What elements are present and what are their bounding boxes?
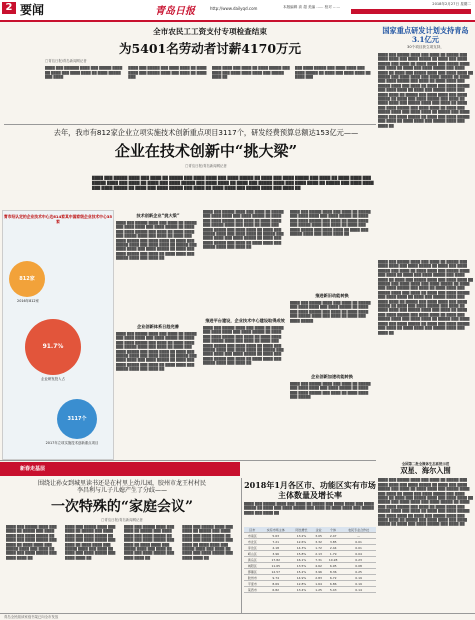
infographic-heading: 青市经认定的企业技术中心达614家其中国家级企业技术中心35家 — [3, 214, 113, 224]
infographic — [2, 210, 114, 460]
story3-column: ████ ███ █████ ████ ███ ████ ██ █████ ███ ████ ████ ███ ████ █████ ██ ████ ███ ████ █████ ███ ████ ██ ████ ████ ███ █████ ████ ███ ████ ██ ████ ███ ████ █████ ███ ████ ████ ██ — [6, 525, 57, 560]
table-cell: 13.4% — [291, 587, 312, 593]
series-ribbon-label: 新春走基层 — [20, 466, 46, 472]
table-cell: 3.96 — [312, 569, 325, 575]
story2-text: ████ ███ █████ ████ ███ ████ ██ █████ ███ ████ ████ ███ ████ █████ ██ ████ ███ ████ █████ ███ ████ ██ ████ ████ ███ █████ ████ ███ ████ ██ ████ ███ ████ █████ ███ ████ ████ ██ ████ ███ █████ ████ ███ ████ ████ ██ █████ ███ ████ ████ ███ ████ █████ ██ ████ ███ ████ █████ ███ ████ ██ ████ ████ ███ █████ ████ ███ ████ ██ — [116, 221, 197, 261]
table-cell: 6.86 — [325, 581, 341, 587]
bubble-917 — [25, 319, 81, 375]
table-cell: 12.57 — [261, 569, 291, 575]
website-url[interactable]: http://www.dailyqd.com — [210, 6, 258, 11]
table-cell: 平度市 — [244, 581, 261, 587]
research-funding-body: ████ ███ █████ ████ ███ ████ ██ █████ ███ ████ ████ ███ ████ █████ ██ ████ ███ ████ █████ ███ ████ ██ ████ ████ ███ █████ ████ ███ ████ ██ ████ ███ ████ █████ ███ ████ ████ ██ ████ ███ █████ ████ ███ ████ ████ ██ █████ ███ ████ ████ ███ ████ █████ ██ ████ ███ ████ █████ ███ ████ ██ ████ ████ ███ █████ ████ ███ ████ ██ ████ ███ ████ █████ ███ ████ ████ ██ ████ ███ █████ ████ ███ ████ ████ ██ █████ ███ ████ ████ ███ ████ █████ ██ ████ ███ ████ █████ ███ ████ ██ ████ ████ ███ █████ ████ ███ ████ ██ ████ ███ ████ █████ ███ ████ ████ ██ ████ ███ █████ ████ ███ ████ ████ ██ █████ ███ ████ ████ ███ ████ █████ ██ ████ ███ ████ █████ ███ ████ ██ ████ ████ ███ █████ ████ ███ ████ ██ — [378, 53, 473, 128]
table-header: 同比增长 — [291, 527, 312, 533]
story3-title: 一次特殊的“家庭会议” — [50, 499, 194, 515]
table-cell: 11.65 — [261, 563, 291, 569]
table-cell: 0.04 — [341, 551, 376, 557]
story1-column: ████ ████ ███ ████ ██ ████ █████ ███ ████ ███ ████ ████ ████ ███ █████ ████ ██ — [211, 66, 290, 80]
story4-intro: ████ ███ █████ ████ ███ ████ ██ █████ ███ ████ ████ ███ ████ █████ ██ ████ ███ ████ █████ ███ ████ ██ ████ ████ ███ █████ ████ ███ ████ ██ — [244, 502, 374, 515]
media-ecosystem-subtitle: 双星、海尔入围 — [400, 466, 451, 476]
story2-section-heading: 技术创新企业“挑大梁” — [136, 213, 180, 218]
story2-text: ████ ███ █████ ████ ███ ████ ██ █████ ███ ████ ████ ███ ████ █████ ██ ████ ███ ████ █████ ███ ████ ██ ████ ████ ███ █████ ████ ███ ████ ██ ████ ███ ████ █████ — [290, 301, 371, 323]
story1-title: 为5401名劳动者讨薪4170万元 — [118, 41, 302, 56]
table-cell: 黄岛区 — [244, 557, 261, 563]
bubble-812-value: 812家 — [19, 276, 35, 282]
table-cell: 市北区 — [244, 539, 261, 545]
table-cell: 3.96 — [261, 551, 291, 557]
page-number: 2 — [2, 2, 16, 14]
table-cell: 6.95 — [325, 563, 341, 569]
bubble-812-label: 2016年812家 — [17, 299, 39, 303]
story2-column — [290, 210, 374, 452]
table-cell: 14.9% — [291, 575, 312, 581]
table-cell: 5.63 — [261, 533, 291, 539]
page-footer — [0, 613, 475, 620]
story-media-ecosystem — [378, 462, 473, 613]
table-cell: 3.32 — [312, 539, 325, 545]
story-wage-inspection — [45, 26, 375, 80]
story2-text: ████ ███ █████ ████ ███ ████ ██ █████ ███ ████ ████ ███ ████ █████ ██ ████ ███ ████ █████ ███ ████ ██ ████ ████ ███ █████ ████ ███ ████ ██ ████ ███ ████ █████ ███ ████ ████ ██ ████ ███ █████ ████ ███ ████ ████ ██ — [290, 210, 371, 237]
table-cell: 8.36 — [325, 569, 341, 575]
table-cell: 1.72 — [312, 545, 325, 551]
table-cell: 17.82 — [261, 557, 291, 563]
media-ecosystem-body: ████ ███ █████ ████ ███ ████ ██ █████ ███ ████ ████ ███ ████ █████ ██ ████ ███ ████ █████ ███ ████ ██ ████ ████ ███ █████ ████ ███ ████ ██ ████ ███ ████ █████ ███ ████ ████ ██ ████ ███ █████ ████ ███ ████ ████ ██ █████ ███ ████ ████ ███ ████ █████ ██ ████ ███ ████ █████ ███ ████ ██ ████ ████ ███ █████ ████ ███ ████ ██ ████ ███ ████ █████ ███ ████ ████ ██ ████ ███ █████ ████ ███ ████ ████ ██ █████ ███ ████ ████ ███ ████ █████ ██ ████ ███ ████ █████ ███ ████ ██ — [378, 478, 473, 527]
research-funding-title: 国家重点研发计划支持青岛3.1亿元 — [382, 26, 469, 44]
story3-pretitle-line2: 李昌利与儿子儿媳产生了分歧—— — [76, 487, 167, 494]
divider — [4, 124, 376, 125]
table-cell: 12.8% — [291, 581, 312, 587]
table-cell: 胶州市 — [244, 575, 261, 581]
table-cell: 15.2% — [291, 569, 312, 575]
bubble-917-value: 91.7% — [42, 343, 64, 350]
table-cell: 1.64 — [312, 581, 325, 587]
story2-section-heading: 推进平台建设，企业技术中心建设取得成效 — [205, 318, 285, 323]
media-ecosystem-title: 全国第二批全媒体生态系统示范 — [401, 462, 450, 466]
table-header: 实有市场主体 — [261, 527, 291, 533]
bubble-917-label: 企业研发投入占 — [41, 377, 65, 381]
table-cell: 2.47 — [325, 533, 341, 539]
table-cell: 6.82 — [261, 587, 291, 593]
right-column-text: ████ ███ █████ ████ ███ ████ ██ █████ ███ ████ ████ ███ ████ █████ ██ ████ ███ ████ █████ ███ ████ ██ ████ ████ ███ █████ ████ ███ ████ ██ ████ ███ ████ █████ ███ ████ ████ ██ ████ ███ █████ ████ ███ ████ ████ ██ █████ ███ ████ ████ ███ ████ █████ ██ ████ ███ ████ █████ ███ ████ ██ ████ ████ ███ █████ ████ ███ ████ ██ ████ ███ ████ █████ ███ ████ ████ ██ ████ ███ █████ ████ ███ ████ ████ ██ █████ ███ ████ ████ ███ ████ █████ ██ ████ ███ ████ █████ ███ ████ ██ ████ ████ ███ █████ ████ ███ ████ ██ ████ ███ ████ █████ ███ ████ ████ ██ ████ ███ █████ ████ ███ ████ ████ ██ █████ ███ ████ ████ ███ ████ █████ ██ ████ ███ ████ █████ ███ ████ ██ ████ ████ ███ █████ ████ ███ ████ ██ — [378, 260, 473, 335]
table-cell: 3.05 — [312, 533, 325, 539]
table-cell: 7.21 — [261, 539, 291, 545]
page-header — [0, 0, 475, 22]
table-cell: 10.28 — [325, 557, 341, 563]
table-cell: 0.14 — [341, 587, 376, 593]
table-cell: 16.1% — [291, 557, 312, 563]
story3-column: ████ ███ █████ ████ ███ ████ ██ █████ ███ ████ ████ ███ ████ █████ ██ ████ ███ ████ █████ ███ ████ ██ ████ ████ ███ █████ ████ ███ ████ ██ ████ ███ ████ █████ ███ ████ ████ ██ — [64, 525, 116, 560]
table-row — [244, 587, 376, 593]
story2-text: ████ ███ █████ ████ ███ ████ ██ █████ ███ ████ ████ ███ ████ █████ ██ ████ ███ ████ █████ ███ ████ ██ ████ ████ ███ █████ ████ ███ ████ ██ ████ ███ ████ █████ ███ ████ ████ ██ ████ ███ █████ ████ ███ ████ ████ ██ █████ ███ ████ ████ ███ ████ █████ ██ ████ ███ ████ █████ ███ ████ ██ ████ ████ ███ █████ ████ ███ ████ ██ — [203, 326, 284, 366]
story2-title: 企业在技术创新中“挑大梁” — [114, 142, 298, 160]
table-cell: 13.5% — [291, 563, 312, 569]
table-cell: 4.62 — [312, 563, 325, 569]
table-cell: 4.18 — [261, 545, 291, 551]
table-cell: 市南区 — [244, 533, 261, 539]
table-cell: 0.08 — [341, 563, 376, 569]
story2-column — [116, 210, 200, 452]
newspaper-logo: 青岛日报 — [155, 6, 195, 17]
table-cell: 莱西市 — [244, 587, 261, 593]
table-cell: 0.25 — [341, 569, 376, 575]
research-funding-subtitle: 30个项目获立项支持， — [407, 45, 444, 49]
table-cell: 0.23 — [341, 557, 376, 563]
story2-text: ████ ███ █████ ████ ███ ████ ██ █████ ███ ████ ████ ███ ████ █████ ██ ████ ███ ████ █████ ███ ████ ██ ████ ████ ███ █████ ████ ███ ████ ██ ████ ███ ████ █████ ███ ████ ████ ██ ████ ███ █████ ████ ███ ████ ████ ██ █████ ███ ████ ████ ███ ████ █████ ██ ████ ███ ████ █████ ███ ████ ██ ████ ████ ███ █████ ████ ███ ████ ██ — [116, 332, 197, 372]
table-cell: 6.72 — [325, 575, 341, 581]
header-accent-bar — [351, 9, 471, 14]
story-tech-innovation — [36, 128, 376, 168]
table-cell: 14.3% — [291, 545, 312, 551]
story2-intro: ████ ███ █████ ████ ███ ████ ██ █████ ███ ████ ████ ███ ████ █████ ██ ████ ███ ████ █████ ███ ████ ██ ████ ████ ███ █████ ████ ███ ████ ██ ████ ███ ████ █████ ███ ████ ████ ██ ████ ███ █████ ████ ███ ████ ████ ██ █████ ███ ████ ████ ███ ████ █████ ██ ████ ███ ████ █████ ███ ████ ██ ████ ████ ███ █████ ████ ███ ████ ██ — [92, 176, 374, 190]
story-family-meeting — [6, 480, 238, 609]
table-header: 农民专业合作社 — [341, 527, 376, 533]
story2-body — [116, 210, 374, 458]
table-header: 个体 — [325, 527, 341, 533]
market-entities-table — [244, 527, 376, 593]
table-cell: 2.13 — [312, 551, 325, 557]
table-cell: — — [341, 533, 376, 539]
table-cell: 0.19 — [341, 581, 376, 587]
edition-info: 本版编辑 高 超 美编 …… 校对 …… — [283, 5, 341, 9]
story1-column: ████ ███ █████ ███ ████ ████ ██ ████ ████ ███ █████ ████ ███ ████ ██ ████ ███ — [128, 66, 207, 80]
table-header: 区市 — [244, 527, 261, 533]
story3-column: ████ ███ █████ ████ ███ ████ ██ █████ ███ ████ ████ ███ ████ █████ ██ ████ ███ ████ █████ ███ ████ ██ ████ ████ ███ █████ ████ ███ ████ ██ ████ ███ ████ █████ ███ ████ ████ ██ — [182, 525, 233, 560]
table-header: 企业 — [312, 527, 325, 533]
story2-columns — [116, 210, 374, 452]
story1-byline: □青岛日报/青岛新闻网记者 — [45, 59, 87, 63]
table-cell: 15.8% — [291, 551, 312, 557]
story1-column: ███ ████ █████ ███ ████ ████ ███ ████ █████ ██ ████ ███ ████ ████ ██ ████ ███ — [294, 66, 371, 80]
bubble-812 — [9, 261, 45, 297]
table-cell: 13.2% — [291, 533, 312, 539]
story-research-funding — [378, 26, 473, 238]
table-cell: 5.43 — [325, 587, 341, 593]
story-market-entities — [244, 480, 376, 593]
table-cell: 崂山区 — [244, 551, 261, 557]
story2-section-heading: 企业创新体系日趋完善 — [137, 324, 179, 329]
table-cell: 0.01 — [341, 539, 376, 545]
table-cell: 2.44 — [325, 545, 341, 551]
table-cell: 0.19 — [341, 575, 376, 581]
story1-column: ████ ███ ██████ ████ ███ █████ ████ ██ ████ ███ ████ ████ ██ ████ █████ ███ ████ — [45, 66, 123, 80]
table-cell: 1.79 — [325, 551, 341, 557]
issue-date: 2018年2月27日 星期二 — [432, 2, 471, 6]
table-cell: 李沧区 — [244, 545, 261, 551]
divider — [0, 460, 376, 461]
table-cell: 0.01 — [341, 545, 376, 551]
story2-pretitle: 去年，我市有812家企业立项实施技术创新重点项目3117个，研发经费预算总额达153亿元—— — [53, 128, 359, 137]
table-cell: 12.6% — [291, 539, 312, 545]
story4-title: 2018年1月各区市、功能区实有市场主体数量及增长率 — [244, 480, 376, 500]
section-title: 要闻 — [20, 3, 45, 17]
story2-text: ████ ███ █████ ████ ███ ████ ██ █████ ███ ████ ████ ███ ████ █████ ██ ████ ███ ████ █████ ███ ████ ██ ████ ████ ███ █████ — [290, 382, 371, 400]
story1-body — [45, 66, 375, 79]
story2-column — [203, 210, 287, 452]
story3-column: ████ ███ █████ ████ ███ ████ ██ █████ ███ ████ ████ ███ ████ █████ ██ ████ ███ ████ █████ ███ ████ ██ ████ ████ ███ █████ ████ ███ ████ ██ ████ ███ ████ █████ ███ ████ ████ ██ — [123, 525, 175, 560]
divider — [241, 478, 242, 613]
bubble-3117 — [57, 399, 97, 439]
table-cell: 8.69 — [261, 581, 291, 587]
table-cell: 1.25 — [312, 587, 325, 593]
table-cell: 2.83 — [312, 575, 325, 581]
table-cell: 9.74 — [261, 575, 291, 581]
story2-byline: □青岛日报/青岛新闻网记者 — [185, 164, 227, 168]
footer-note: 青岛全民阅读家庭书架已向全市发放 — [4, 615, 59, 619]
bubble-3117-value: 3117个 — [67, 416, 87, 422]
story3-pretitle-line1: 围绕让孙女到城里读书还是在村里上幼儿园，胶州市龙王村村民 — [37, 480, 206, 487]
table-cell: 3.85 — [325, 539, 341, 545]
story2-section-heading: 推进新旧动能转换 — [315, 293, 349, 298]
story2-section-heading: 企业创新加速动能转换 — [311, 374, 353, 379]
table-cell: 即墨区 — [244, 569, 261, 575]
series-ribbon — [0, 462, 240, 476]
story1-subtitle: 全市农民工工资支付专项检查结束 — [153, 27, 267, 36]
table-cell: 城阳区 — [244, 563, 261, 569]
bubble-3117-label: 2017年立项实施技术创新重点项目 — [45, 441, 99, 445]
right-column-lower — [378, 260, 473, 455]
story2-text: ████ ███ █████ ████ ███ ████ ██ █████ ███ ████ ████ ███ ████ █████ ██ ████ ███ ████ █████ ███ ████ ██ ████ ████ ███ █████ ████ ███ ████ ██ ████ ███ ████ █████ ███ ████ ████ ██ ████ ███ █████ ████ ███ ████ ████ ██ █████ ███ ████ ████ ███ ████ █████ ██ ████ ███ ████ █████ ███ ████ ██ ████ ████ ███ █████ ████ ███ ████ ██ — [203, 210, 284, 250]
story3-body — [6, 525, 238, 609]
story3-byline: □青岛日报/青岛新闻网记者 — [101, 518, 143, 522]
table-cell: 7.31 — [312, 557, 325, 563]
